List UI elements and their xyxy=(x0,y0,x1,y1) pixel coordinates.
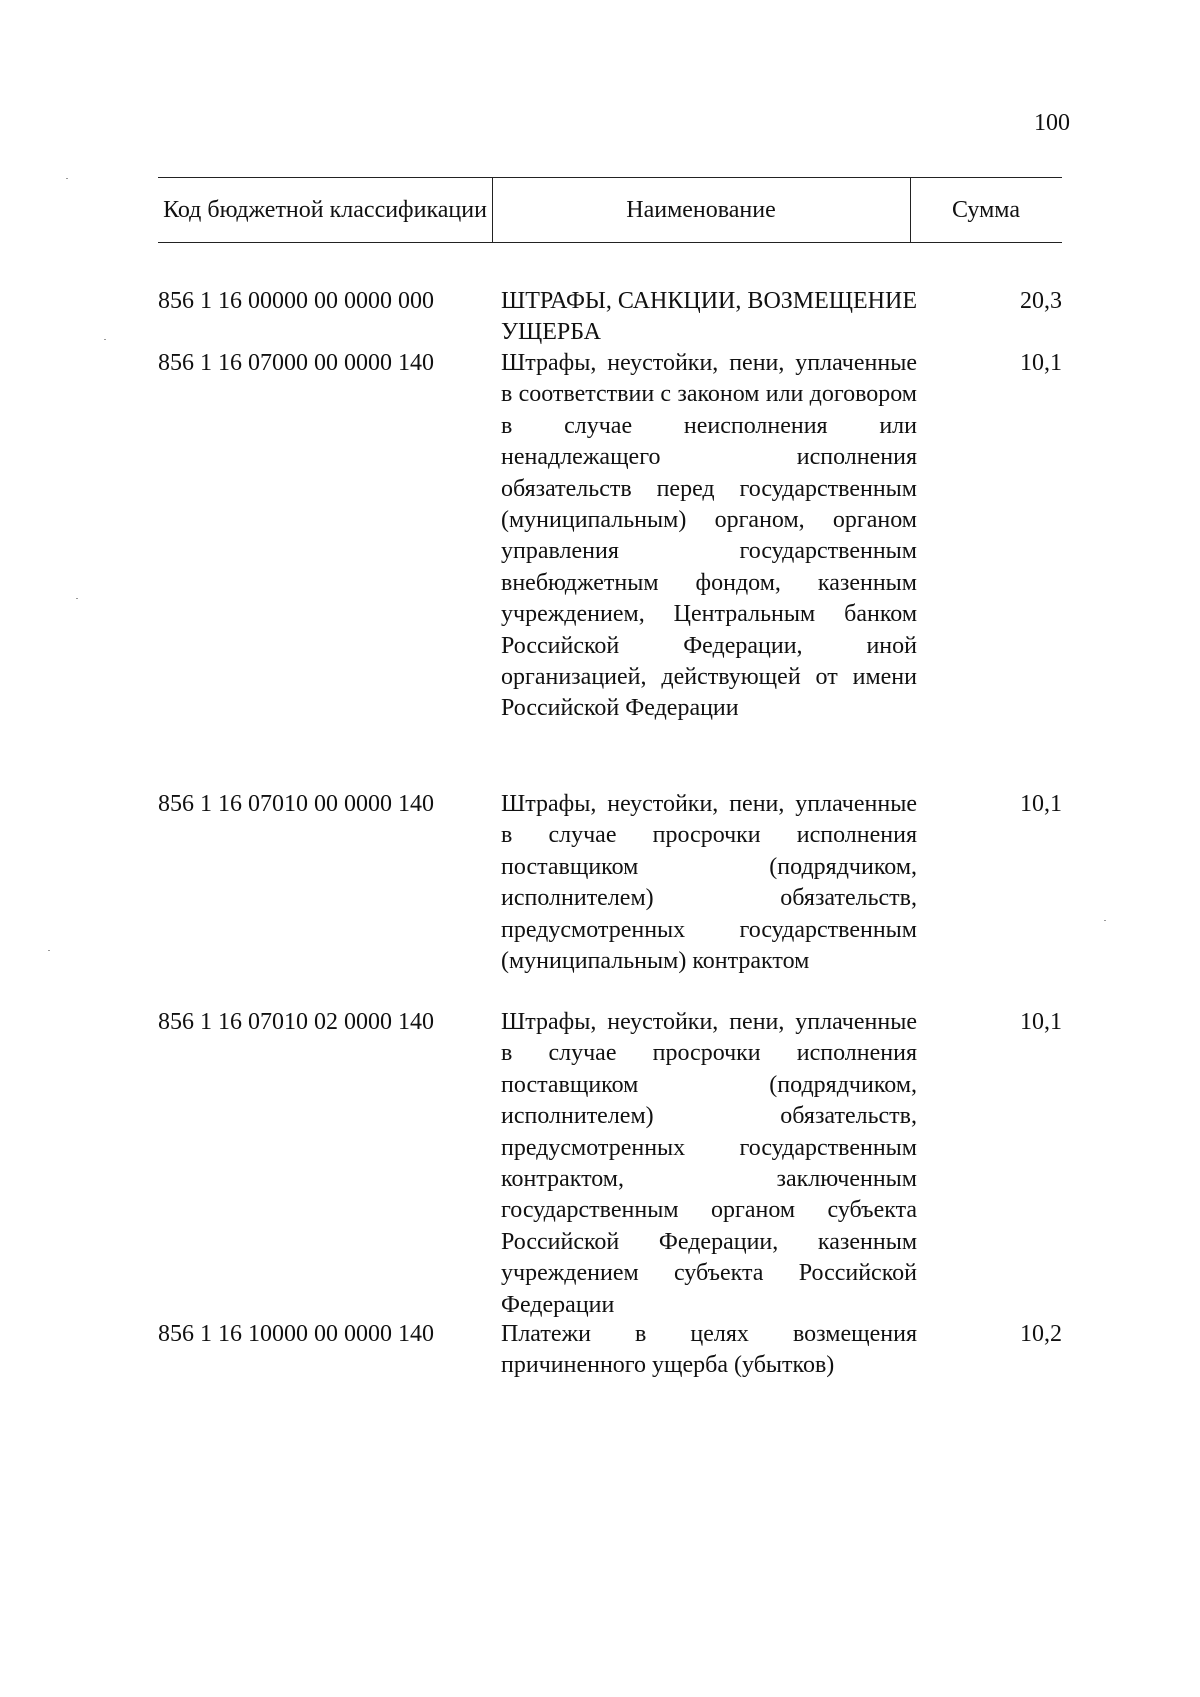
scan-speck xyxy=(104,339,106,340)
row-name: ШТРАФЫ, САНКЦИИ, ВОЗМЕЩЕНИЕ УЩЕРБА xyxy=(501,288,917,346)
page-number: 100 xyxy=(1034,110,1070,136)
header-name: Наименование xyxy=(626,197,776,223)
row-code: 856 1 16 07010 02 0000 140 xyxy=(158,1009,434,1035)
row-name: Штрафы, неустойки, пени, уплаченные в случае просрочки исполнения поставщиком (подрядчиком, исполнителем) обязательств, предусмотренных государственным (муниципальным) контрактом xyxy=(501,791,917,975)
row-name: Платежи в целях возмещения причиненного ущерба (убытков) xyxy=(501,1321,917,1379)
table-header xyxy=(158,177,1062,243)
row-name: Штрафы, неустойки, пени, уплаченные в соответствии с законом или договором в случае неисполнения или ненадлежащего исполнения обязательств перед государственным (муниципальным) органом, органом управления государственным внебюджетным фондом, казенным учреждением, Центральным банком Российской Федерации, иной организацией, действующей от имени Российской Федерации xyxy=(501,350,917,722)
row-code: 856 1 16 07010 00 0000 140 xyxy=(158,791,434,817)
scan-speck xyxy=(48,950,50,951)
row-code: 856 1 16 07000 00 0000 140 xyxy=(158,350,434,376)
row-sum: 10,1 xyxy=(1020,350,1062,376)
row-sum: 10,1 xyxy=(1020,791,1062,817)
scan-speck xyxy=(1104,920,1106,921)
header-sum: Сумма xyxy=(952,197,1020,223)
row-name: Штрафы, неустойки, пени, уплаченные в случае просрочки исполнения поставщиком (подрядчиком, исполнителем) обязательств, предусмотренных государственным контрактом, заключенным государственным органом субъекта Российской Федерации, казенным учреждением субъекта Российской Федерации xyxy=(501,1009,917,1318)
row-code: 856 1 16 10000 00 0000 140 xyxy=(158,1321,434,1347)
scan-speck xyxy=(66,178,68,179)
header-code: Код бюджетной классификации xyxy=(163,197,487,223)
row-code: 856 1 16 00000 00 0000 000 xyxy=(158,288,434,314)
row-sum: 20,3 xyxy=(1020,288,1062,314)
scan-speck xyxy=(76,598,78,599)
row-sum: 10,2 xyxy=(1020,1321,1062,1347)
row-sum: 10,1 xyxy=(1020,1009,1062,1035)
